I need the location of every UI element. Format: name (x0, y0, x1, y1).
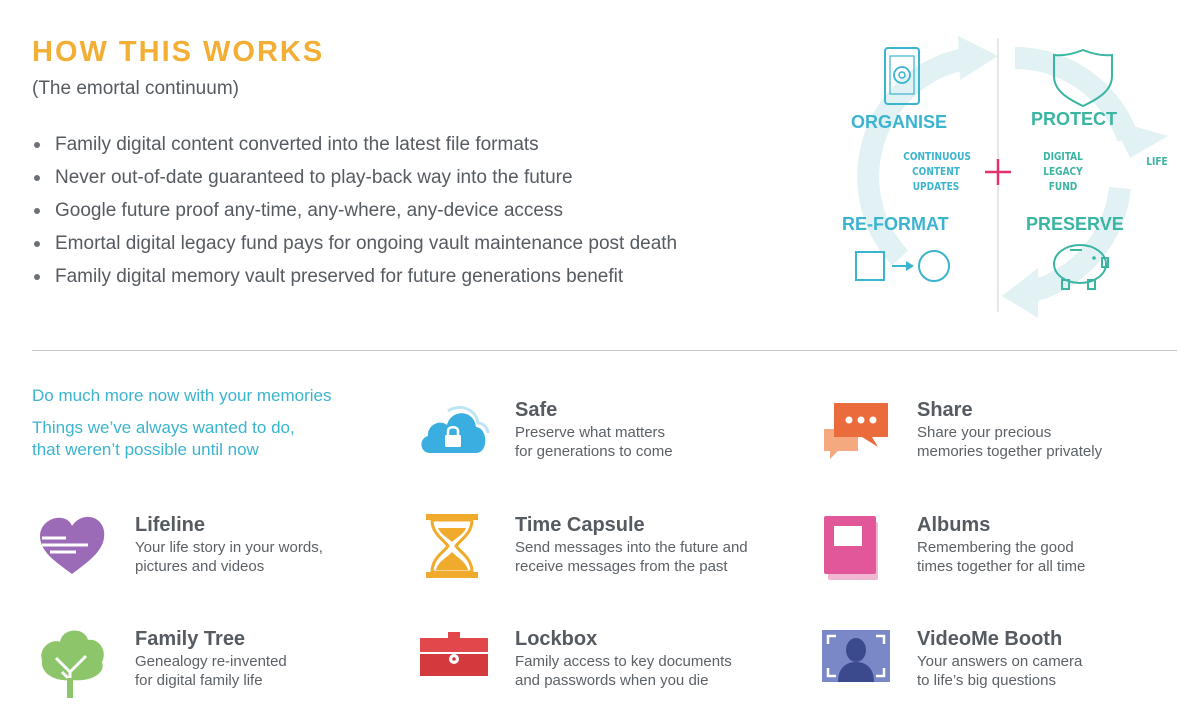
tree-icon (38, 628, 110, 700)
organise-label: ORGANISE (851, 112, 948, 132)
bullet-list (32, 128, 677, 293)
feature-description-line: Your life story in your words, (135, 539, 323, 556)
life-label: LIFE (1146, 155, 1168, 168)
continuum-cycle-diagram (830, 28, 1180, 328)
feature-description-line: for generations to come (515, 443, 673, 460)
updates-line: UPDATES (912, 180, 960, 193)
tagline-line: that weren’t possible until now (32, 440, 259, 459)
video-person-icon (820, 628, 892, 700)
feature-description (515, 652, 732, 690)
bullet-item: Family digital content converted into the latest file formats (32, 128, 677, 161)
fund-line: DIGITAL (1043, 150, 1083, 163)
section-divider (32, 350, 1177, 351)
feature-videome-booth (820, 628, 1160, 708)
chat-bubbles-icon (820, 399, 892, 471)
feature-description-line: Remembering the good (917, 539, 1074, 556)
feature-time-capsule (418, 514, 758, 594)
feature-description (917, 538, 1085, 576)
bullet-item: Never out-of-date guaranteed to play-back way into the future (32, 161, 677, 194)
protect-label: PROTECT (1031, 109, 1118, 129)
feature-description (135, 652, 287, 690)
page-title: HOW THIS WORKS (32, 36, 325, 68)
cycle-arrows-graphic (830, 28, 1180, 328)
feature-description-line: Send messages into the future and (515, 539, 748, 556)
feature-description-line: Preserve what matters (515, 424, 666, 441)
bullet-item: Emortal digital legacy fund pays for ongoing vault maintenance post death (32, 227, 677, 260)
feature-description (917, 423, 1102, 461)
feature-description (917, 652, 1082, 690)
feature-safe (418, 399, 758, 479)
feature-description-line: memories together privately (917, 443, 1103, 460)
feature-description (135, 538, 323, 576)
feature-lifeline (38, 514, 378, 594)
feature-description-line: for digital family life (135, 672, 263, 689)
feature-description-line: and passwords when you die (515, 672, 709, 689)
feature-description-line: Your answers on camera (917, 653, 1083, 670)
feature-title: VideoMe Booth (917, 628, 1063, 650)
tagline-primary: Do much more now with your memories (32, 386, 332, 405)
page-subtitle: (The emortal continuum) (32, 78, 239, 99)
feature-share (820, 399, 1160, 479)
fund-line: LEGACY (1043, 165, 1083, 178)
updates-line: CONTINUOUS (903, 150, 971, 163)
updates-line: CONTENT (912, 165, 960, 178)
feature-family-tree (38, 628, 378, 708)
feature-title: Lockbox (515, 628, 598, 650)
heart-icon (38, 514, 110, 586)
cloud-lock-icon (418, 399, 490, 471)
feature-description (515, 538, 748, 576)
hourglass-icon (418, 514, 490, 586)
feature-lockbox (418, 628, 758, 708)
feature-description-line: Family access to key documents (515, 653, 732, 670)
lockbox-icon (418, 628, 490, 700)
fund-line: FUND (1048, 180, 1078, 193)
feature-description-line: Share your precious (917, 424, 1052, 441)
feature-title: Safe (515, 399, 558, 421)
feature-description-line: receive messages from the past (515, 558, 728, 575)
feature-title: Lifeline (135, 514, 206, 536)
digital-legacy-fund-text (1033, 149, 1094, 194)
feature-albums (820, 514, 1160, 594)
feature-description-line: times together for all time (917, 558, 1086, 575)
bullet-item: Family digital memory vault preserved for future generations benefit (32, 260, 677, 293)
feature-description (515, 423, 673, 461)
feature-title: Albums (917, 514, 991, 536)
bullet-item: Google future proof any-time, any-where, any-device access (32, 194, 677, 227)
feature-title: Family Tree (135, 628, 246, 650)
tagline-secondary (32, 417, 295, 461)
tagline-line: Things we’ve always wanted to do, (32, 418, 295, 437)
feature-description-line: Genealogy re-invented (135, 653, 287, 670)
reformat-label: RE-FORMAT (842, 214, 949, 234)
continuous-updates-text (903, 149, 969, 194)
feature-description-line: pictures and videos (135, 558, 265, 575)
preserve-label: PRESERVE (1026, 214, 1124, 234)
album-book-icon (820, 514, 892, 586)
feature-description-line: to life’s big questions (917, 672, 1056, 689)
feature-title: Time Capsule (515, 514, 645, 536)
feature-title: Share (917, 399, 973, 421)
